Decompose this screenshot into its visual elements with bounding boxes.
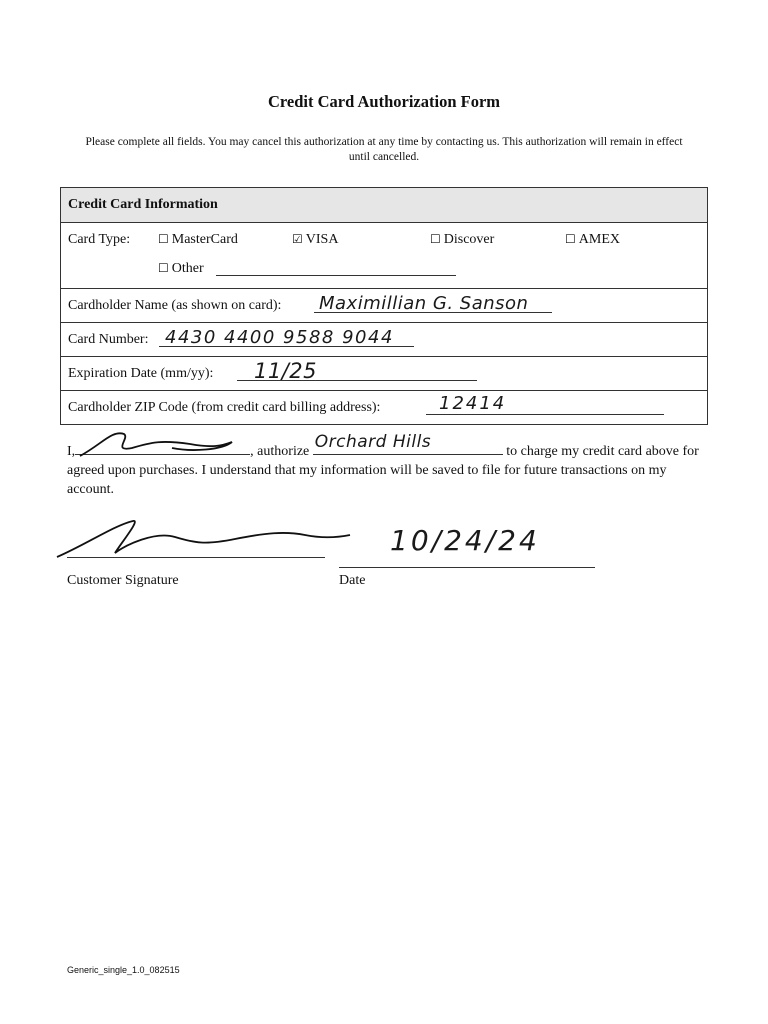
form-version-footer: Generic_single_1.0_082515 [67, 965, 180, 975]
zip-row [61, 390, 707, 424]
form-instructions: Please complete all fields. You may cancel this authorization at any time by contacting us. This authorization will remain in effect until cancelled. [85, 136, 683, 163]
card-type-label: Card Type: [68, 232, 131, 247]
company-field[interactable] [313, 432, 503, 455]
option-visa[interactable] [292, 232, 338, 248]
card-type-row [61, 222, 707, 288]
customer-signature-scribble [55, 515, 355, 565]
form-title: Credit Card Authorization Form [267, 92, 501, 111]
checkbox-icon[interactable]: ☐ [430, 232, 441, 246]
zip-value: 12414 [439, 393, 507, 414]
date-line[interactable] [339, 567, 595, 568]
date-value: 10/24/24 [390, 524, 540, 557]
option-label: AMEX [578, 232, 620, 247]
expiration-label: Expiration Date (mm/yy): [68, 366, 214, 381]
expiration-value: 11/25 [254, 359, 318, 383]
date-label: Date [339, 573, 366, 588]
option-label: VISA [305, 232, 339, 247]
inline-signature-scribble [72, 426, 252, 462]
option-other[interactable] [158, 261, 204, 277]
expiration-row [61, 356, 707, 390]
cardholder-name-label: Cardholder Name (as shown on card): [68, 298, 282, 313]
checkbox-icon[interactable]: ☐ [158, 261, 169, 275]
section-header: Credit Card Information [61, 188, 707, 222]
option-mastercard[interactable] [158, 232, 238, 248]
cardholder-name-value: Maximillian G. Sanson [319, 293, 529, 314]
checked-checkbox-icon[interactable]: ☑ [292, 232, 303, 246]
auth-mid: , authorize [250, 444, 310, 459]
auth-rest: above for agreed upon purchases. I understand that my information will be saved to file for future transactions on my account. [67, 444, 699, 497]
option-label: MasterCard [171, 232, 238, 247]
customer-signature-label: Customer Signature [67, 573, 179, 588]
checkbox-icon[interactable]: ☐ [565, 232, 576, 246]
option-label: Other [171, 261, 204, 276]
zip-label: Cardholder ZIP Code (from credit card billing address): [68, 400, 381, 415]
option-amex[interactable] [565, 232, 620, 248]
checkbox-icon[interactable]: ☐ [158, 232, 169, 246]
cardholder-name-row [61, 288, 707, 322]
auth-suffix: to charge my credit card [506, 444, 643, 459]
card-number-row [61, 322, 707, 356]
card-number-label: Card Number: [68, 332, 149, 347]
option-discover[interactable] [430, 232, 494, 248]
card-number-value: 4430 4400 9588 9044 [165, 327, 394, 348]
company-value: Orchard Hills [314, 432, 432, 452]
credit-card-info-table [60, 187, 708, 425]
option-label: Discover [443, 232, 495, 247]
other-field[interactable] [216, 261, 456, 276]
auth-prefix: I, [67, 444, 76, 459]
